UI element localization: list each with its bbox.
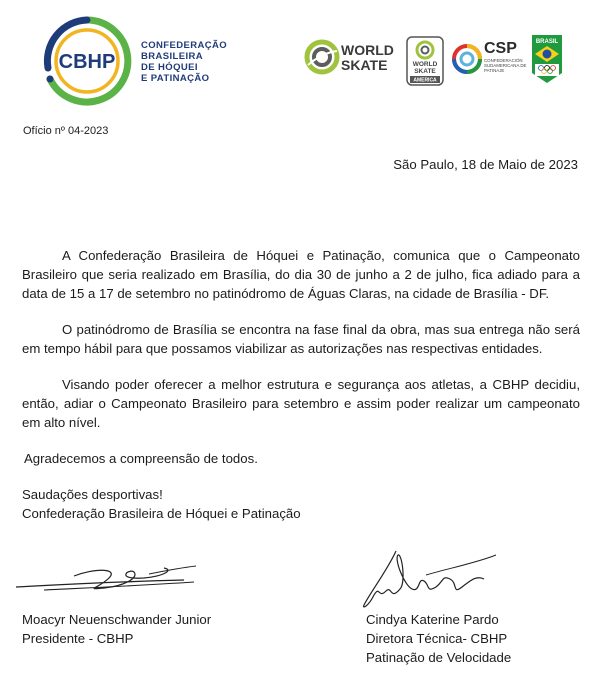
brasil-olympic-logo (530, 33, 564, 85)
signatory-name: Cindya Katerine Pardo (366, 612, 499, 627)
signature-left (14, 560, 204, 600)
world-skate-line: SKATE (341, 57, 388, 73)
signatory-department: Patinação de Velocidade (366, 650, 512, 665)
world-skate-logo-icon (304, 39, 340, 75)
closing-organization: Confederação Brasileira de Hóquei e Patinação (22, 506, 301, 521)
cbhp-org-line: E PATINAÇÃO (141, 73, 210, 84)
cbhp-org-line: BRASILEIRA (141, 51, 204, 62)
closing-salutation: Saudações desportivas! (22, 487, 163, 502)
body-paragraph: O patinódromo de Brasília se encontra na fase final da obra, mas sua entrega não será em tempo hábil para que possamos viabilizar as autorizações nas respectivas entidades. (22, 322, 580, 356)
cbhp-org-line: CONFEDERAÇÃO (141, 40, 228, 51)
world-skate-america-logo (406, 36, 444, 86)
wsa-line: WORLD (412, 61, 438, 68)
letter-date: São Paulo, 18 de Maio de 2023 (393, 157, 578, 172)
signature-right (356, 545, 516, 615)
cbhp-logo (40, 14, 134, 108)
world-skate-text (341, 43, 394, 73)
world-skate-line: WORLD (341, 42, 394, 58)
closing-block (22, 485, 301, 523)
cbhp-org-name (141, 40, 227, 84)
body-paragraph: Visando poder oferecer a melhor estrutura e segurança aos atletas, a CBHP decidiu, então, adiar o Campeonato Brasileiro para setembro e assim poder realizar um campeonato em alto nível. (22, 377, 580, 430)
csp-title: CSP (484, 40, 517, 57)
signatory-name: Moacyr Neuenschwander Junior (22, 612, 212, 627)
brasil-label: BRASIL (535, 39, 559, 45)
letter-reference: Ofício nº 04-2023 (23, 125, 109, 137)
wsa-line: AMERICA (413, 77, 437, 84)
body-paragraph: A Confederação Brasileira de Hóquei e Patinação, comunica que o Campeonato Brasileiro que seria realizado em Brasília, do dia 30 de junho a 2 de julho, fica adiado para a data de 15 a 17 de setembro no patinódromo de Águas Claras, na cidade de Brasília - DF. (22, 248, 580, 301)
signatory-role: Diretora Técnica- CBHP (366, 631, 508, 646)
thanks-line: Agradecemos a compreensão de todos. (24, 451, 258, 466)
signatory-right (366, 610, 511, 667)
cbhp-org-line: DE HÓQUEI (141, 62, 198, 73)
csp-logo-icon (451, 38, 483, 80)
cbhp-logo-text: CBHP (58, 51, 116, 73)
wsa-line: SKATE (414, 68, 436, 75)
signatory-role: Presidente - CBHP (22, 631, 134, 646)
signatory-left (22, 610, 211, 648)
csp-subtitle: CONFEDERACIÓN SUDAMERICANA DE PATINAJE (484, 58, 527, 73)
